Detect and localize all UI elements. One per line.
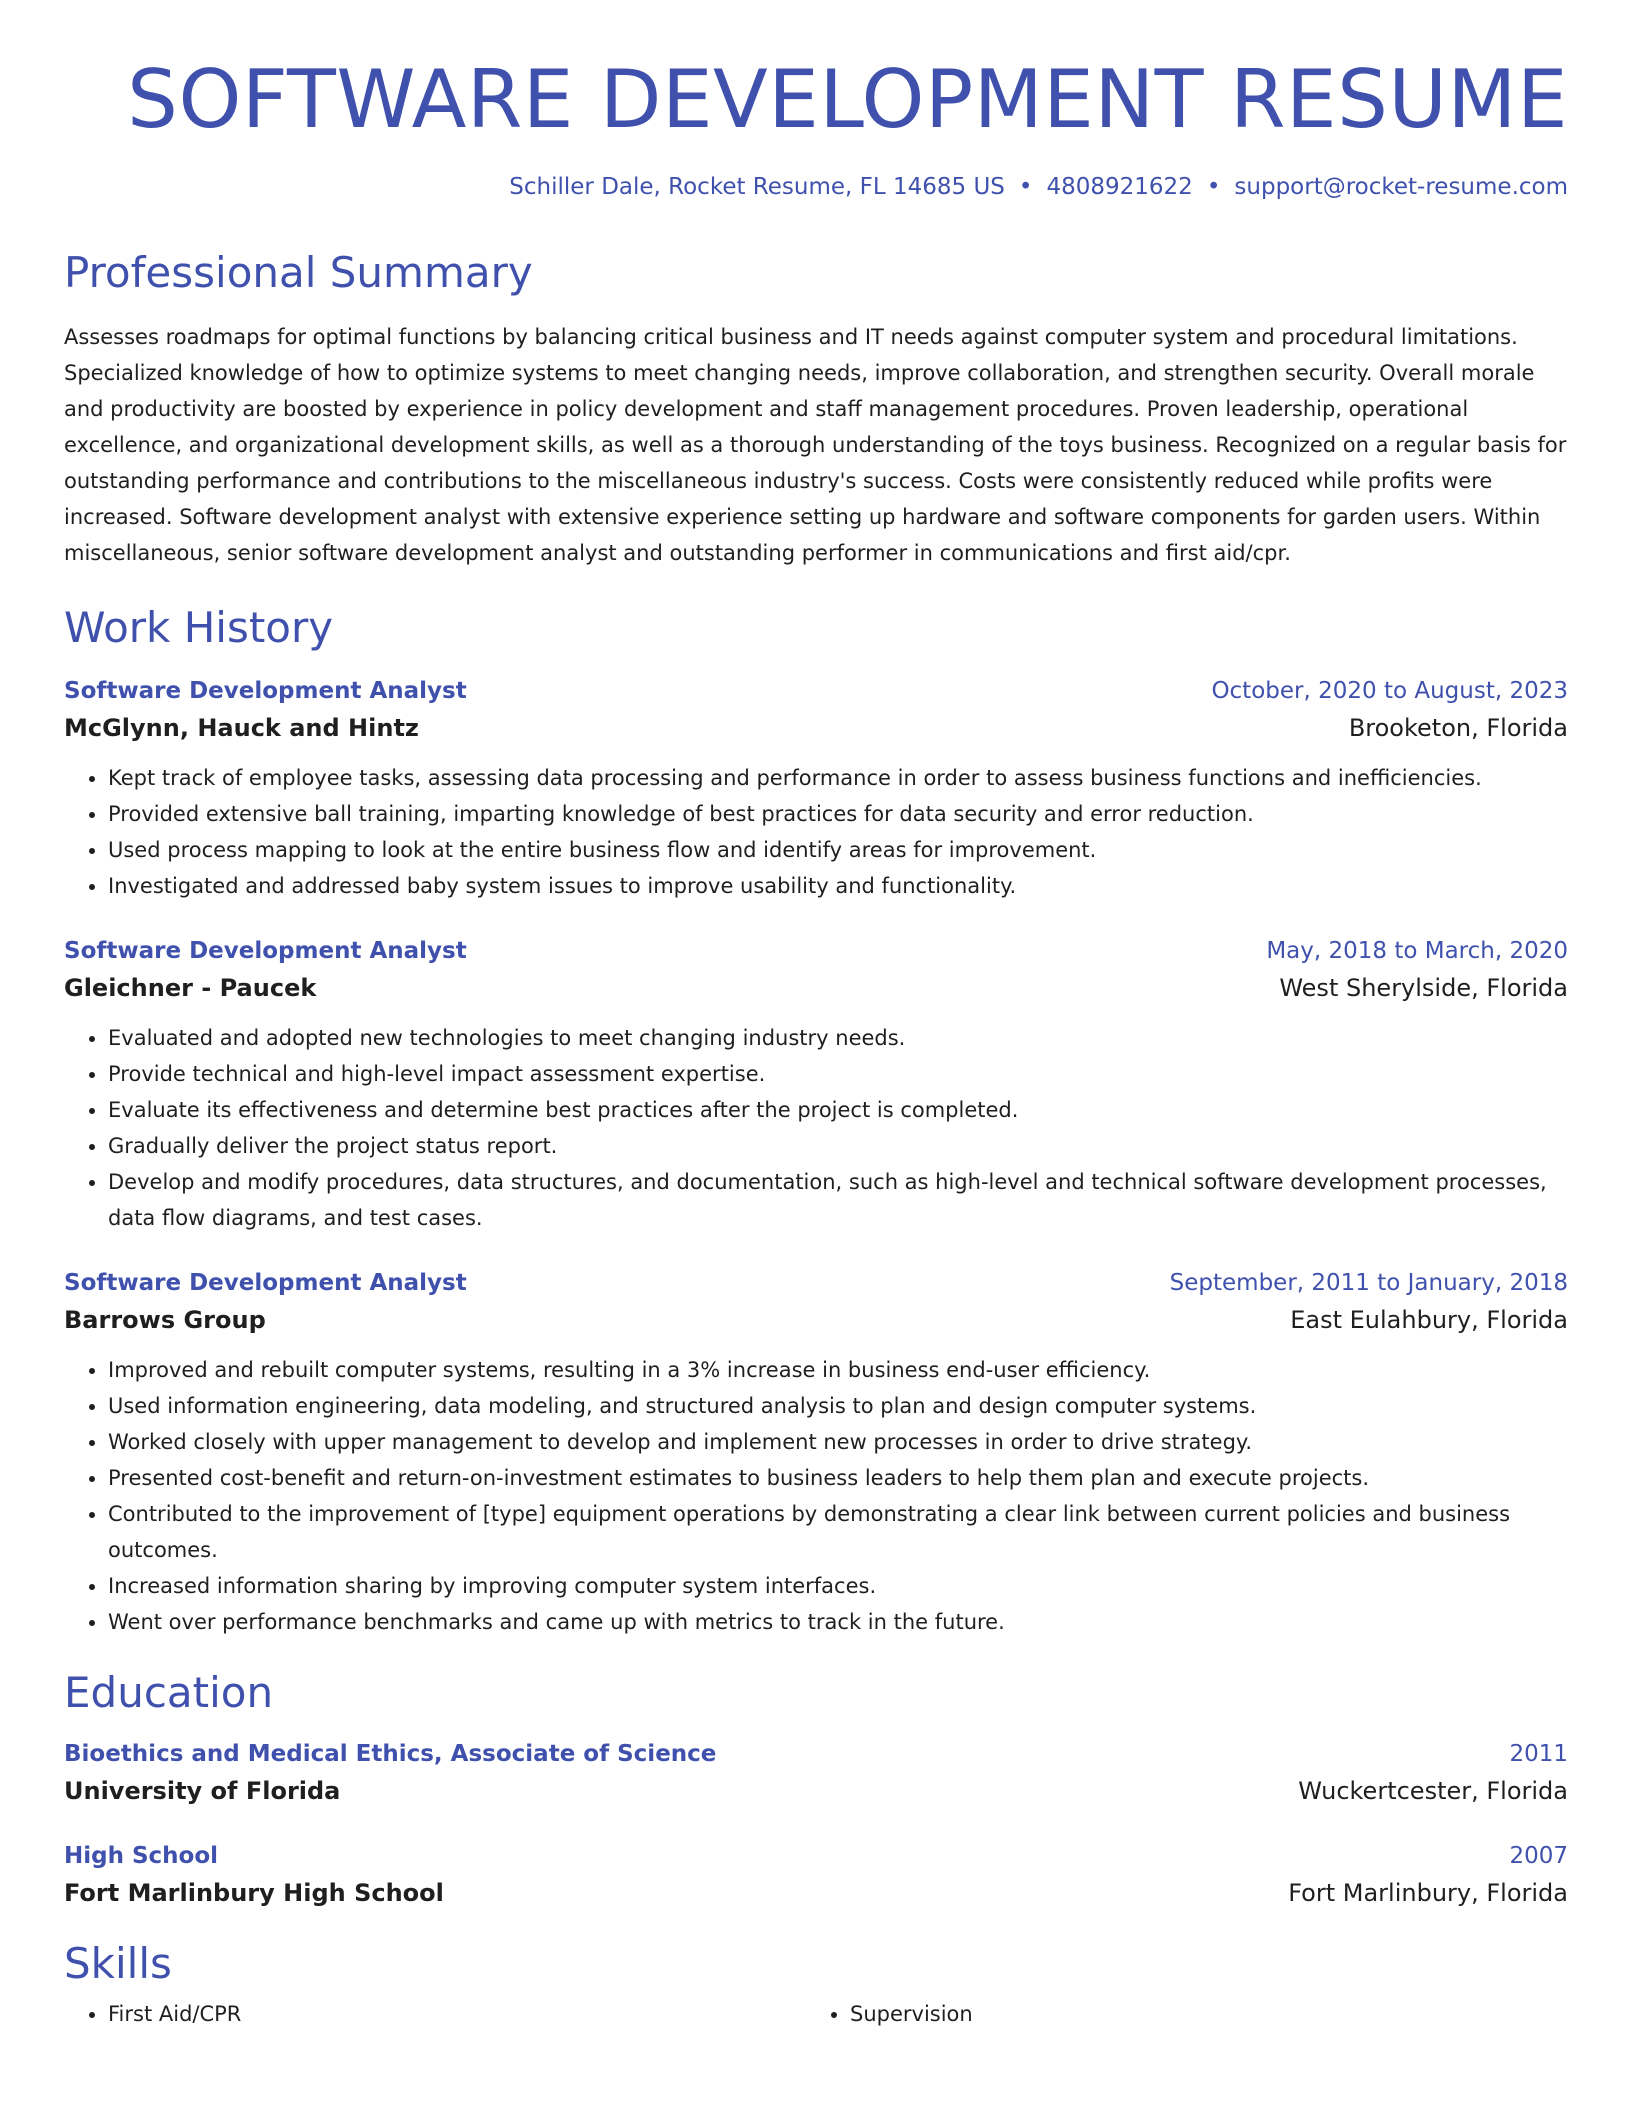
education-school: University of Florida xyxy=(64,1777,341,1805)
job-role: Software Development Analyst xyxy=(64,1270,467,1296)
job-bullets xyxy=(64,1352,1568,1640)
job-role: Software Development Analyst xyxy=(64,938,467,964)
education-location: Fort Marlinbury, Florida xyxy=(1288,1879,1568,1907)
skills-column-left xyxy=(64,1996,806,2032)
job-dates: May, 2018 to March, 2020 xyxy=(1266,938,1568,964)
contact-line xyxy=(64,174,1568,200)
job-company: Barrows Group xyxy=(64,1306,266,1334)
job-header-row xyxy=(64,1266,1568,1300)
job-role: Software Development Analyst xyxy=(64,678,467,704)
job-bullet: • Evaluate its effectiveness and determine best practices after the project is completed. xyxy=(108,1092,1568,1128)
job-entry xyxy=(64,674,1568,904)
contact-separator: • xyxy=(1018,174,1033,200)
job-bullet: • Contributed to the improvement of [type] equipment operations by demonstrating a clear link between current policies and business outcomes. xyxy=(108,1496,1568,1568)
education-location: Wuckertcester, Florida xyxy=(1298,1777,1568,1805)
job-bullet: • Used information engineering, data modeling, and structured analysis to plan and design computer systems. xyxy=(108,1388,1568,1424)
contact-email: support@rocket-resume.com xyxy=(1234,174,1568,200)
job-bullet: • Investigated and addressed baby system issues to improve usability and functionality. xyxy=(108,868,1568,904)
job-dates: October, 2020 to August, 2023 xyxy=(1211,678,1568,704)
education-school-row xyxy=(64,1771,1568,1811)
job-company: McGlynn, Hauck and Hintz xyxy=(64,714,419,742)
job-bullet: • Worked closely with upper management to develop and implement new processes in order to drive strategy. xyxy=(108,1424,1568,1460)
job-bullet: • Gradually deliver the project status report. xyxy=(108,1128,1568,1164)
job-company-row xyxy=(64,708,1568,748)
skills-column-right xyxy=(806,1996,1548,2032)
job-bullet: • Evaluated and adopted new technologies to meet changing industry needs. xyxy=(108,1020,1568,1056)
job-entry xyxy=(64,934,1568,1236)
contact-address: Schiller Dale, Rocket Resume, FL 14685 US xyxy=(509,174,1005,200)
education-header-row xyxy=(64,1737,1568,1771)
skills-list xyxy=(64,1996,1568,2032)
contact-separator: • xyxy=(1206,174,1221,200)
education-degree: High School xyxy=(64,1843,219,1869)
contact-phone: 4808921622 xyxy=(1046,174,1193,200)
job-dates: September, 2011 to January, 2018 xyxy=(1169,1270,1568,1296)
education-school: Fort Marlinbury High School xyxy=(64,1879,444,1907)
education-year: 2007 xyxy=(1509,1843,1568,1869)
job-bullets xyxy=(64,760,1568,904)
skills-heading: Skills xyxy=(64,1939,172,1988)
education-school-row xyxy=(64,1873,1568,1913)
job-bullet: • Provide technical and high-level impact assessment expertise. xyxy=(108,1056,1568,1092)
job-bullet: • Went over performance benchmarks and came up with metrics to track in the future. xyxy=(108,1604,1568,1640)
skill-item: • Supervision xyxy=(850,1996,1548,2032)
job-company-row xyxy=(64,968,1568,1008)
education-year: 2011 xyxy=(1509,1741,1568,1767)
job-bullets xyxy=(64,1020,1568,1236)
job-location: West Sherylside, Florida xyxy=(1279,974,1568,1002)
education-header-row xyxy=(64,1839,1568,1873)
job-location: East Eulahbury, Florida xyxy=(1290,1306,1568,1334)
job-location: Brooketon, Florida xyxy=(1348,714,1568,742)
job-bullet: • Provided extensive ball training, imparting knowledge of best practices for data security and error reduction. xyxy=(108,796,1568,832)
education-degree: Bioethics and Medical Ethics, Associate of Science xyxy=(64,1741,717,1767)
job-bullet: • Develop and modify procedures, data structures, and documentation, such as high-level and technical software development processes, data flow diagrams, and test cases. xyxy=(108,1164,1568,1236)
job-bullet: • Used process mapping to look at the entire business flow and identify areas for improvement. xyxy=(108,832,1568,868)
job-bullet: • Presented cost-benefit and return-on-investment estimates to business leaders to help them plan and execute projects. xyxy=(108,1460,1568,1496)
work-history-heading: Work History xyxy=(64,603,334,652)
job-header-row xyxy=(64,934,1568,968)
job-company: Gleichner - Paucek xyxy=(64,974,317,1002)
job-company-row xyxy=(64,1300,1568,1340)
job-bullet: • Improved and rebuilt computer systems, resulting in a 3% increase in business end-user efficiency. xyxy=(108,1352,1568,1388)
resume-page xyxy=(64,0,1568,2032)
education-entry xyxy=(64,1737,1568,1811)
skill-item: • First Aid/CPR xyxy=(108,1996,806,2032)
summary-text: Assesses roadmaps for optimal functions by balancing critical business and IT needs against computer system and procedural limitations. Specialized knowledge of how to optimize systems to meet changing needs, improve collaboration, and strengthen security. Overall morale and productivity are boosted by experience in policy development and staff management procedures. Proven leadership, operational excellence, and organizational development skills, as well as a thorough understanding of the toys business. Recognized on a regular basis for outstanding performance and contributions to the miscellaneous industry's success. Costs were consistently reduced while profits were increased. Software development analyst with extensive experience setting up hardware and software components for garden users. Within miscellaneous, senior software development analyst and outstanding performer in communications and first aid/cpr. xyxy=(64,325,1567,565)
job-entry xyxy=(64,1266,1568,1640)
job-header-row xyxy=(64,674,1568,708)
job-bullet: • Increased information sharing by improving computer system interfaces. xyxy=(108,1568,1568,1604)
job-bullet: • Kept track of employee tasks, assessing data processing and performance in order to assess business functions and inefficiencies. xyxy=(108,760,1568,796)
education-entry xyxy=(64,1839,1568,1913)
education-heading: Education xyxy=(64,1668,274,1717)
resume-title: SOFTWARE DEVELOPMENT RESUME xyxy=(127,53,1568,146)
summary-heading: Professional Summary xyxy=(64,248,533,297)
